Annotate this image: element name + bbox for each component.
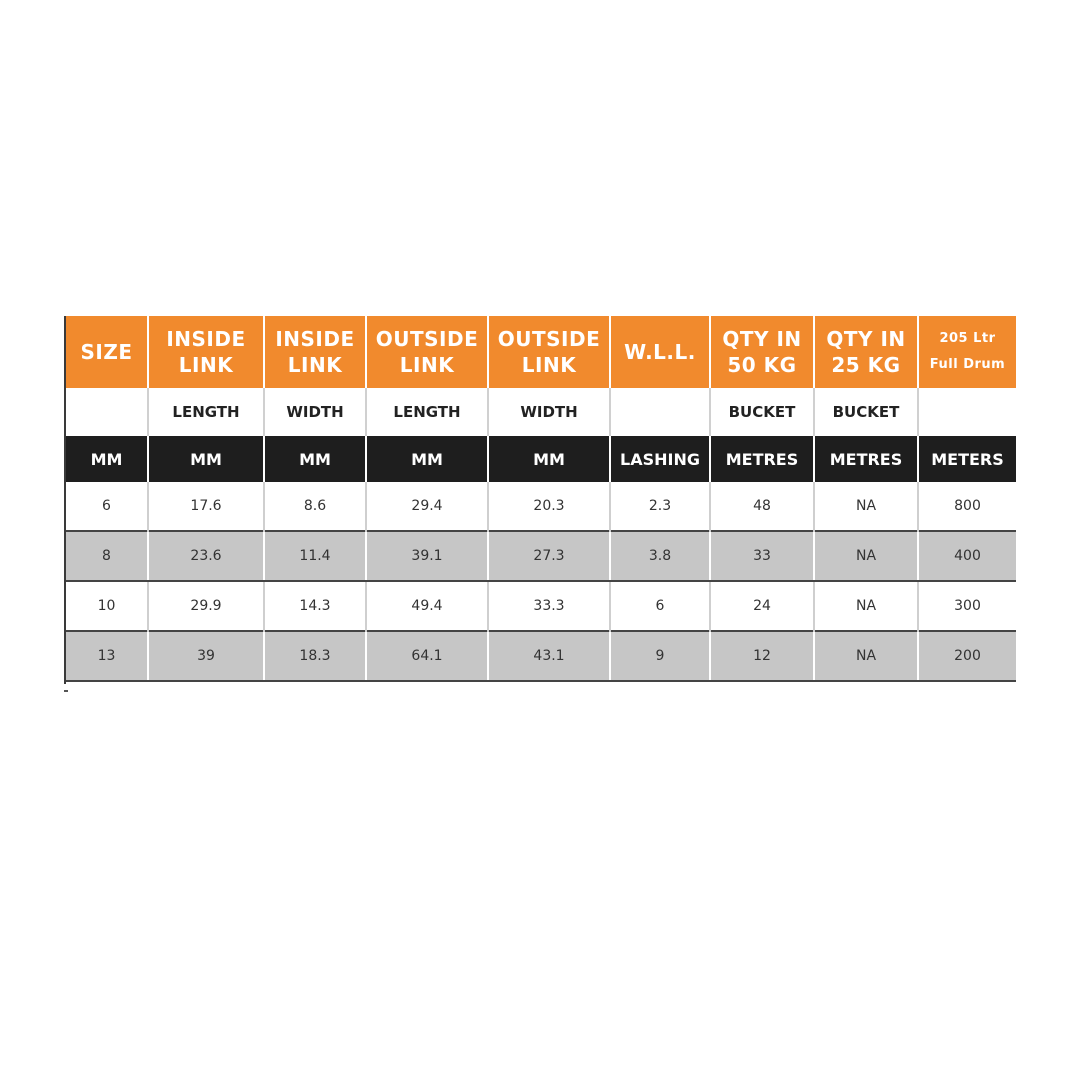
table-cell: 800 — [918, 482, 1016, 531]
header-inside-link-length: INSIDE LINK — [148, 316, 264, 388]
table-cell: 27.3 — [488, 531, 610, 581]
table-cell: 20.3 — [488, 482, 610, 531]
table-cell: 29.4 — [366, 482, 488, 531]
subheader-cell: LENGTH — [366, 388, 488, 436]
table-cell: 12 — [710, 631, 814, 681]
table-cell: 43.1 — [488, 631, 610, 681]
table-cell: 9 — [610, 631, 710, 681]
table-cell: 29.9 — [148, 581, 264, 631]
header-outside-link-length: OUTSIDE LINK — [366, 316, 488, 388]
table-cell: NA — [814, 581, 918, 631]
subheader-cell: WIDTH — [264, 388, 366, 436]
table-cell: 39 — [148, 631, 264, 681]
table-cell: NA — [814, 631, 918, 681]
table-cell: 3.8 — [610, 531, 710, 581]
unit-cell: METERS — [918, 436, 1016, 482]
table-row — [66, 581, 1016, 631]
table-cell: 33 — [710, 531, 814, 581]
table-cell: 8 — [66, 531, 148, 581]
subheader-cell — [610, 388, 710, 436]
table-cell: 64.1 — [366, 631, 488, 681]
table-row — [66, 631, 1016, 681]
subheader-cell: WIDTH — [488, 388, 610, 436]
table-cell: NA — [814, 531, 918, 581]
unit-cell: MM — [66, 436, 148, 482]
header-wll: W.L.L. — [610, 316, 710, 388]
table-row — [66, 531, 1016, 581]
chain-spec-table — [66, 316, 1016, 682]
subheader-cell: LENGTH — [148, 388, 264, 436]
header-row — [66, 316, 1016, 388]
subheader-cell — [918, 388, 1016, 436]
table-cell: NA — [814, 482, 918, 531]
unit-cell: MM — [264, 436, 366, 482]
unit-cell: LASHING — [610, 436, 710, 482]
table-cell: 11.4 — [264, 531, 366, 581]
header-inside-link-width: INSIDE LINK — [264, 316, 366, 388]
header-full-drum: 205 Ltr Full Drum — [918, 316, 1016, 388]
table-cell: 6 — [610, 581, 710, 631]
subheader-cell: BUCKET — [814, 388, 918, 436]
table-cell: 17.6 — [148, 482, 264, 531]
table-row — [66, 482, 1016, 531]
table-cell: 14.3 — [264, 581, 366, 631]
table-cell: 8.6 — [264, 482, 366, 531]
header-size: SIZE — [66, 316, 148, 388]
subheader-cell: BUCKET — [710, 388, 814, 436]
units-row — [66, 436, 1016, 482]
table-cell: 24 — [710, 581, 814, 631]
header-qty-25kg: QTY IN 25 KG — [814, 316, 918, 388]
unit-cell: MM — [366, 436, 488, 482]
unit-cell: MM — [148, 436, 264, 482]
table-cell: 6 — [66, 482, 148, 531]
subheader-row — [66, 388, 1016, 436]
table-cell: 33.3 — [488, 581, 610, 631]
table-cell: 200 — [918, 631, 1016, 681]
header-qty-50kg: QTY IN 50 KG — [710, 316, 814, 388]
table-cell: 48 — [710, 482, 814, 531]
table-cell: 2.3 — [610, 482, 710, 531]
table-cell: 49.4 — [366, 581, 488, 631]
unit-cell: METRES — [814, 436, 918, 482]
unit-cell: METRES — [710, 436, 814, 482]
subheader-cell — [66, 388, 148, 436]
table-cell: 13 — [66, 631, 148, 681]
table-cell: 39.1 — [366, 531, 488, 581]
table-cell: 18.3 — [264, 631, 366, 681]
edge-mark — [64, 690, 68, 692]
table-cell: 300 — [918, 581, 1016, 631]
header-outside-link-width: OUTSIDE LINK — [488, 316, 610, 388]
table-cell: 23.6 — [148, 531, 264, 581]
table-cell: 400 — [918, 531, 1016, 581]
unit-cell: MM — [488, 436, 610, 482]
table-cell: 10 — [66, 581, 148, 631]
